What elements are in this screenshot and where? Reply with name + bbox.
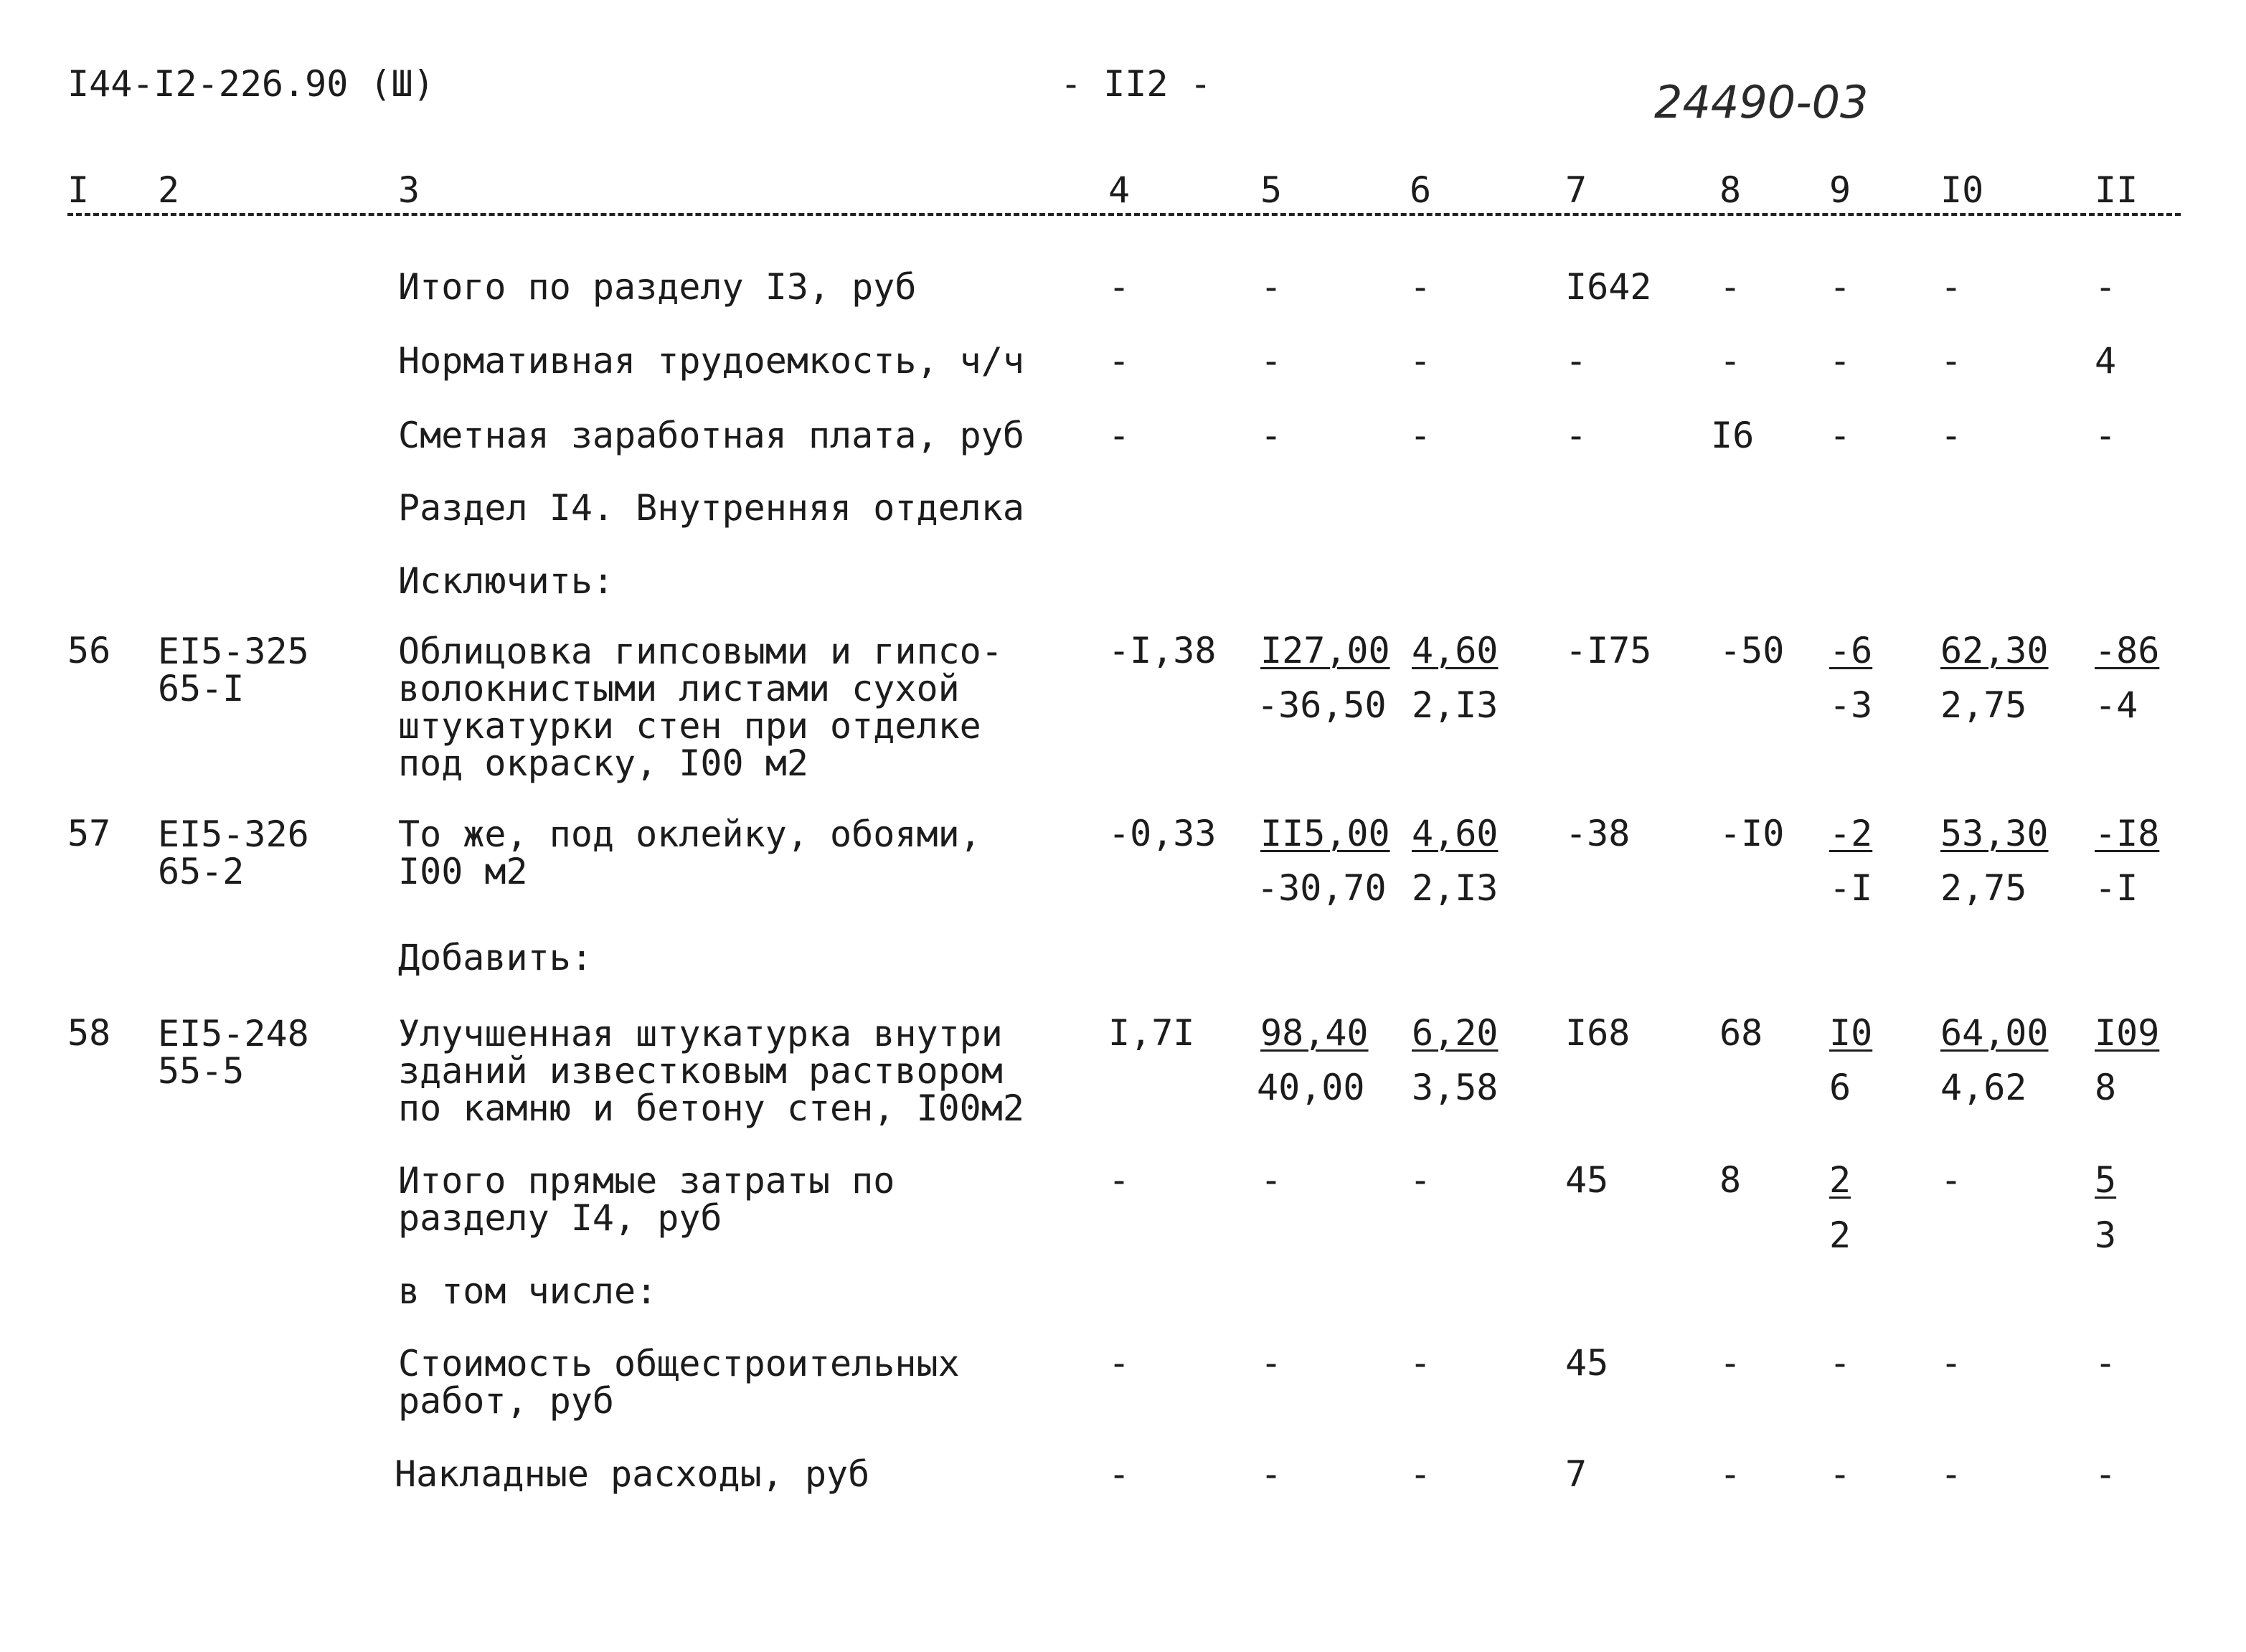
row-general-construction-cost: Стоимость общестроительных работ, руб (398, 1343, 960, 1422)
column-number-2: 2 (158, 169, 180, 211)
cell: - (1940, 340, 1963, 382)
column-number-4: 4 (1108, 169, 1131, 211)
cell: -36,50 (1257, 684, 1387, 726)
cell: -30,70 (1257, 867, 1387, 909)
including-label: в том числе: (398, 1270, 658, 1312)
cell: - (1719, 340, 1742, 382)
cell: - (1260, 340, 1283, 382)
cell: -I8 (2095, 813, 2160, 854)
exclude-label: Исключить: (398, 560, 615, 602)
cell: -4 (2095, 684, 2138, 726)
cell: -I (2095, 867, 2138, 909)
row-labor-intensity: Нормативная трудоемкость, ч/ч (398, 340, 1024, 382)
item-number: 58 (67, 1012, 111, 1054)
page-number: - II2 - (1060, 63, 1212, 105)
cell: 7 (1565, 1453, 1587, 1495)
cell: - (1108, 340, 1131, 382)
cell: 98,40 (1260, 1012, 1369, 1054)
cell: 2,75 (1940, 684, 2027, 726)
cell: I6 (1711, 415, 1755, 456)
cell: -0,33 (1108, 813, 1217, 854)
cell: - (1260, 1159, 1283, 1201)
header-divider (67, 213, 2181, 216)
cell: I,7I (1108, 1012, 1195, 1054)
cell: - (1829, 1342, 1851, 1384)
cell: - (1829, 340, 1851, 382)
cell: 8 (1719, 1159, 1742, 1201)
cell: 4 (2095, 340, 2117, 382)
cell: 2 (1829, 1214, 1851, 1256)
cell: I68 (1565, 1012, 1631, 1054)
cell: 3,58 (1412, 1067, 1499, 1108)
cell: - (2095, 1342, 2117, 1384)
item-number: 57 (67, 813, 111, 854)
cell: -I (1829, 867, 1873, 909)
cell: -86 (2095, 630, 2160, 671)
cell: II5,00 (1260, 813, 1390, 854)
cell: - (1565, 415, 1587, 456)
cell: - (1719, 1342, 1742, 1384)
cell: 45 (1565, 1159, 1609, 1201)
cell: - (1108, 1342, 1131, 1384)
cell: - (1108, 266, 1131, 308)
cell: - (1940, 1342, 1963, 1384)
cell: 2,I3 (1412, 684, 1499, 726)
stamp-number: 24490-03 (1654, 76, 1869, 128)
cell: - (1260, 415, 1283, 456)
row-estimated-wages: Сметная заработная плата, руб (398, 415, 1024, 456)
cell: -3 (1829, 684, 1873, 726)
row-total-section-13: Итого по разделу I3, руб (398, 266, 917, 308)
cell: - (2095, 1453, 2117, 1495)
cell: - (1260, 1342, 1283, 1384)
item-description: То же, под оклейку, обоями, I00 м2 (398, 813, 981, 892)
cell: - (1108, 1159, 1131, 1201)
cell: - (1565, 340, 1587, 382)
cell: - (1410, 1159, 1432, 1201)
column-number-8: 8 (1719, 169, 1742, 211)
cell: - (1829, 1453, 1851, 1495)
cell: -I75 (1565, 630, 1652, 671)
cell: -2 (1829, 813, 1873, 854)
cell: 64,00 (1940, 1012, 2049, 1054)
column-number-3: 3 (398, 169, 420, 211)
column-number-10: I0 (1940, 169, 1984, 211)
cell: 4,60 (1412, 630, 1499, 671)
cell: 45 (1565, 1342, 1609, 1384)
cell: - (1940, 1159, 1963, 1201)
cell: I27,00 (1260, 630, 1390, 671)
document-code: I44-I2-226.90 (Ш) (67, 63, 435, 105)
cell: 4,60 (1412, 813, 1499, 854)
cell: - (1410, 340, 1432, 382)
cell: - (1410, 415, 1432, 456)
cell: - (1719, 1453, 1742, 1495)
cell: - (1260, 1453, 1283, 1495)
cell: - (1940, 415, 1963, 456)
column-number-6: 6 (1410, 169, 1432, 211)
row-total-direct-costs: Итого прямые затраты по разделу I4, руб (398, 1160, 895, 1239)
cell: 2,75 (1940, 867, 2027, 909)
cell: - (1829, 266, 1851, 308)
item-code: EI5-325 65-I (158, 631, 309, 709)
cell: - (1260, 266, 1283, 308)
cell: 2,I3 (1412, 867, 1499, 909)
item-description: Облицовка гипсовыми и гипсо- волокнистыми листами сухой штукатурки стен при отделке под окраску, I00 м2 (398, 631, 1003, 784)
item-number: 56 (67, 630, 111, 671)
column-number-1: I (67, 169, 90, 211)
cell: 40,00 (1257, 1067, 1365, 1108)
cell: - (2095, 266, 2117, 308)
column-number-9: 9 (1829, 169, 1851, 211)
column-number-7: 7 (1565, 169, 1587, 211)
cell: 6,20 (1412, 1012, 1499, 1054)
cell: - (1108, 1453, 1131, 1495)
cell: I642 (1565, 266, 1652, 308)
cell: - (1829, 415, 1851, 456)
cell: - (2095, 415, 2117, 456)
cell: 62,30 (1940, 630, 2049, 671)
cell: 68 (1719, 1012, 1763, 1054)
cell: - (1410, 1342, 1432, 1384)
column-number-5: 5 (1260, 169, 1283, 211)
cell: I0 (1829, 1012, 1873, 1054)
item-code: EI5-326 65-2 (158, 813, 309, 892)
cell: -38 (1565, 813, 1631, 854)
cell: - (1108, 415, 1131, 456)
row-overhead-costs: Накладные расходы, руб (395, 1453, 870, 1495)
cell: - (1410, 266, 1432, 308)
cell: 3 (2095, 1214, 2117, 1256)
cell: - (1940, 266, 1963, 308)
cell: 8 (2095, 1067, 2117, 1108)
cell: 53,30 (1940, 813, 2049, 854)
cell: - (1940, 1453, 1963, 1495)
cell: - (1410, 1453, 1432, 1495)
cell: 5 (2095, 1159, 2117, 1201)
item-description: Улучшенная штукатурка внутри зданий известковым раствором по камню и бетону стен, I00м2 (398, 1013, 1024, 1129)
column-number-11: II (2095, 169, 2138, 211)
cell: 4,62 (1940, 1067, 2027, 1108)
add-label: Добавить: (398, 937, 593, 978)
cell: - (1719, 266, 1742, 308)
cell: I09 (2095, 1012, 2160, 1054)
cell: -I0 (1719, 813, 1785, 854)
item-code: EI5-248 55-5 (158, 1013, 309, 1092)
section-14-title: Раздел I4. Внутренняя отделка (398, 487, 1024, 529)
cell: -50 (1719, 630, 1785, 671)
cell: 6 (1829, 1067, 1851, 1108)
cell: -6 (1829, 630, 1873, 671)
cell: -I,38 (1108, 630, 1217, 671)
cell: 2 (1829, 1159, 1851, 1201)
